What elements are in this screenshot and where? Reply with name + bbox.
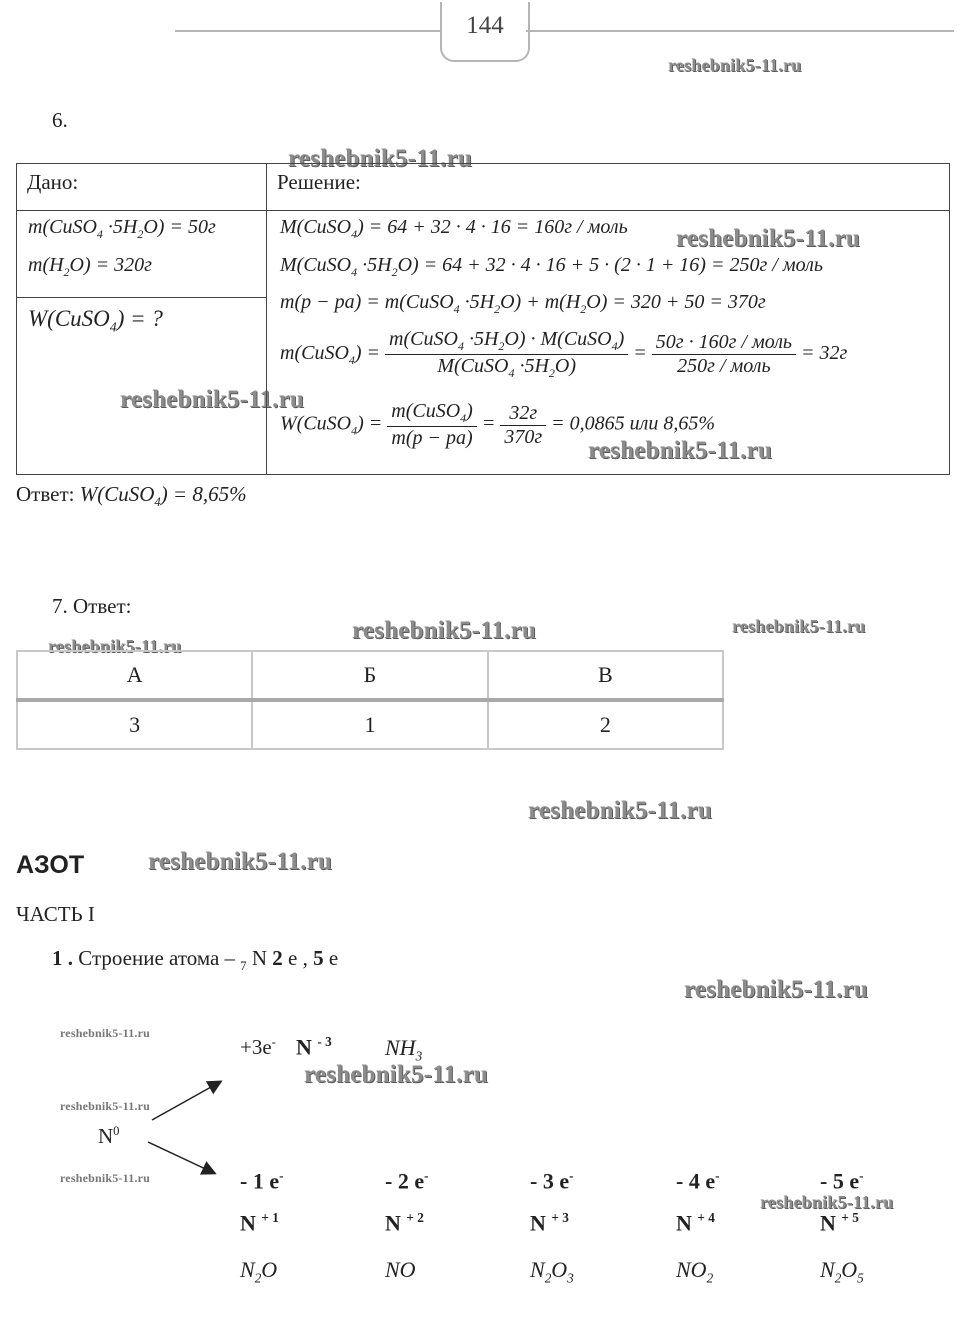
compound-4: $NO_2$: [676, 1257, 714, 1286]
ion-4: N $^{+ 4}$: [676, 1210, 715, 1236]
compound-3: $N_2O_3$: [530, 1257, 574, 1286]
task7-title: 7. Ответ:: [52, 594, 132, 618]
table-header-cell: Б: [252, 651, 487, 700]
item-number: 1 .: [52, 946, 73, 970]
watermark: reshebnik5-11.ru: [760, 1192, 894, 1212]
electron-gain: +3e-: [240, 1035, 276, 1059]
watermark: reshebnik5-11.ru: [684, 976, 869, 1003]
reduced-species: N $^{- 3}$: [296, 1034, 332, 1060]
watermark: reshebnik5-11.ru: [676, 225, 861, 252]
table-cell: 3: [17, 700, 252, 749]
task6-number: 6.: [52, 108, 68, 132]
compound-5: $N_2O_5$: [820, 1257, 864, 1286]
ion-5: N $^{+ 5}$: [820, 1210, 859, 1236]
ion-3: N $^{+ 3}$: [530, 1210, 569, 1236]
page-number: 144: [440, 2, 530, 62]
watermark: reshebnik5-11.ru: [288, 145, 473, 172]
reduced-compound: $NH_3$: [385, 1035, 423, 1064]
solution-line-4: m(CuSO$_4$) = $\frac{m(CuSO_4 \cdot 5H_2O) \cdot M(CuSO_4)}{M(CuSO_4 \cdot 5H_2O)}$ = $\frac{\text{50г · 160г / моль}}{\text{250г / моль}}$ = 32г: [280, 328, 848, 380]
watermark: reshebnik5-11.ru: [120, 386, 305, 413]
loss-3: - 3 e-: [530, 1168, 574, 1194]
solution-line-3: m(p − pa) = m(CuSO$_4$ $\cdot 5H_2O) + m(H_2O) = 320 + 50 = 370г$: [280, 291, 766, 316]
watermark: reshebnik5-11.ru: [48, 636, 182, 656]
find-fraction: W(CuSO$_4$) = ?: [28, 306, 163, 335]
answer-label: Ответ:: [16, 482, 75, 506]
answer-formula: W(CuSO$_4$) = 8,65%: [79, 482, 247, 510]
solution-line-5: W(CuSO$_4$) = $\frac{m(CuSO_4)}{m(p - pa)}$ = $\frac{32г}{370г}$ = 0,0865 или 8,65%: [280, 400, 716, 449]
table-cell: 2: [488, 700, 723, 749]
given-mass-hydrate: m(CuSO$_4$ $\cdot 5H_2O) = 50г$: [28, 216, 216, 241]
loss-2: - 2 e-: [385, 1168, 429, 1194]
table-header-cell: В: [488, 651, 723, 700]
section-part: ЧАСТЬ I: [16, 902, 95, 926]
watermark: reshebnik5-11.ru: [588, 437, 773, 464]
solution-header: Решение:: [277, 170, 361, 194]
item-text: Строение атома –: [78, 946, 236, 970]
watermark: reshebnik5-11.ru: [668, 55, 802, 75]
loss-1: - 1 e-: [240, 1168, 284, 1194]
item-1: 1 . Строение атома – $_7$ N 2 e , 5 e: [52, 946, 339, 974]
loss-5: - 5 e-: [820, 1168, 864, 1194]
given-mass-water: $m(H_2O) = 320г$: [28, 254, 152, 279]
watermark: reshebnik5-11.ru: [60, 1026, 150, 1040]
loss-4: - 4 e-: [676, 1168, 720, 1194]
given-header: Дано:: [27, 170, 79, 194]
start-species: $N^0$: [98, 1124, 120, 1148]
solution-line-1: M(CuSO$_4$) = 64 + 32 · 4 · 16 = 160г / моль: [280, 216, 628, 241]
watermark: reshebnik5-11.ru: [304, 1061, 489, 1088]
compound-2: NO: [385, 1257, 416, 1282]
table-header-cell: А: [17, 651, 252, 700]
watermark: reshebnik5-11.ru: [352, 617, 537, 644]
ion-1: N $^{+ 1}$: [240, 1210, 279, 1236]
watermark: reshebnik5-11.ru: [732, 616, 866, 636]
table-cell: 1: [252, 700, 487, 749]
watermark: reshebnik5-11.ru: [148, 848, 333, 875]
section-title: АЗОТ: [16, 851, 85, 879]
watermark: reshebnik5-11.ru: [528, 797, 713, 824]
solution-line-2: M(CuSO$_4$ $\cdot 5H_2O) = 64 + 32 \cdot 4 \cdot 16 + 5 \cdot (2 \cdot 1 + 16) = 250г$ / моль: [280, 254, 823, 279]
watermark: reshebnik5-11.ru: [60, 1171, 150, 1185]
compound-1: $N_2O$: [240, 1257, 278, 1286]
watermark: reshebnik5-11.ru: [60, 1099, 150, 1113]
ion-2: N $^{+ 2}$: [385, 1210, 424, 1236]
